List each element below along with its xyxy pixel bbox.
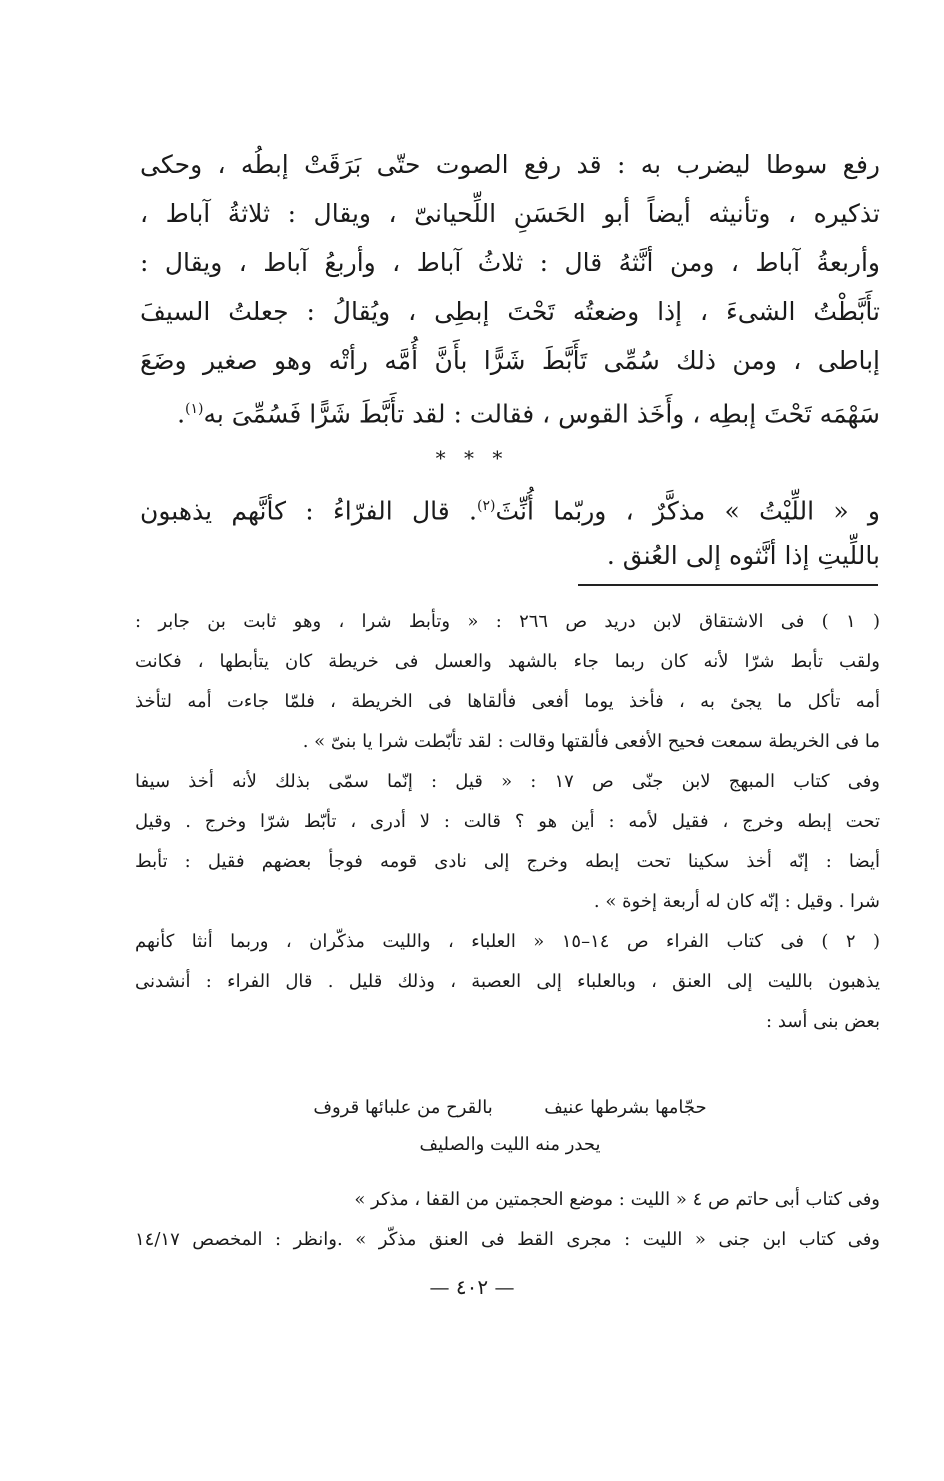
main-text-line: وأربعةُ آباط ، ومن أنَّثهُ قال : ثلاثُ آباط ، وأربعُ آباط ، ويقال : [140, 248, 880, 277]
footnote-line: وفى كتاب المبهج لابن جنّى ص ١٧ : « قيل : إنّما سمّى بذلك لأنه أخذ سيفا [135, 771, 880, 792]
main-text-line: تذكيره ، وتأنيثه أيضاً أبو الحَسَنِ اللِّحيانىّ ، ويقال : ثلاثةُ آباط ، [140, 199, 880, 228]
section2-line [140, 482, 880, 531]
section2-line-start: و « اللِّيْتُ » مذكَّرٌ ، وربّما أُنِّثَ [495, 496, 880, 526]
main-text-end-dot: . [177, 399, 186, 429]
main-text-line-text: سَهْمَه تَحْتَ إبطِه ، وأَخَذ القوس ، فقالت : لقد تأَبَّطَ شَرًّا فَسُمِّىَ به [203, 399, 880, 429]
main-text-line-last [140, 385, 880, 434]
footnote-line: ولقب تأبط شرّا لأنه كان ربما جاء بالشهد والعسل فى خريطة كان يتأبطها ، فكانت [135, 651, 880, 672]
main-text-line: رفع سوطا ليضرب به : قد رفع الصوت حتّى بَرَقَتْ إبطُه ، وحكى [140, 150, 880, 179]
footnotes-block [135, 602, 880, 1042]
section2-line-rest: . قال الفرّاءُ : كأنَّهم يذهبون [140, 496, 477, 526]
footnote-line: شرا . وقيل : إنّه كان له أربعة إخوة » . [593, 891, 880, 912]
footnote-marker-2: (٢) [476, 498, 496, 514]
page-number: — ٤٠٢ — [429, 1275, 515, 1299]
verse-line-1 [140, 1097, 880, 1118]
section2-line: باللِّيتِ إذا أنَّثوه إلى العُنق . [606, 541, 880, 570]
section-separator-stars: * * * [435, 446, 509, 470]
footnote-separator-rule [578, 584, 878, 586]
footnote-line: أمه تأكل ما يجئ به ، فأخذ يوما أفعى فألقاها فى الخريطة ، فلمّا جاءت أمه لتأخذ [135, 691, 880, 712]
footnote-line: أيضا : إنّه أخذ سكينا تحت إبطه وخرج إلى نادى قومه فوجأ بعضهم فقيل : تأبط [135, 851, 880, 872]
footnote-line: ما فى الخريطة سمعت فحيح الأفعى فألقتها وقالت : لقد تأبّطت شرا يا بنىّ » . [302, 731, 880, 752]
verse-hemistich-left: بالقرح من علبائها قروف [313, 1097, 493, 1118]
verse-hemistich-right: حجّامها بشرطها عنيف [544, 1097, 707, 1118]
footnote-marker-1: (١) [185, 401, 204, 417]
section2-block [140, 482, 880, 580]
footnote-line: وفى كتاب ابن جنى « الليت : مجرى القط فى العنق مذكّر » .وانظر : المخصص ١٤/١٧ [135, 1229, 880, 1250]
footnote-line: بعض بنى أسد : [766, 1011, 880, 1032]
footnote-line: يذهبون بالليت إلى العنق ، وبالعلباء إلى العصبة ، وذلك قليل . قال الفراء : أنشدنى [135, 971, 880, 992]
verse-line-2: يحدر منه الليت والصليف [419, 1134, 601, 1155]
main-text-block [140, 140, 880, 434]
footnotes-bottom-block [135, 1180, 880, 1260]
main-text-line: تأَبَّطْتُ الشىءَ ، إذا وضعتُه تَحْتَ إبطِى ، ويُقالُ : جعلتُ السيفَ [140, 297, 880, 326]
footnote-line: تحت إبطه وخرج ، فقيل لأمه : أين هو ؟ قالت : لا أدرى ، تأبّط شرّا وخرج . وقيل [135, 811, 880, 832]
footnote-line: ( ١ ) فى الاشتقاق لابن دريد ص ٢٦٦ : « وتأبط شرا ، وهو ثابت بن جابر : [135, 611, 880, 632]
footnote-line: وفى كتاب أبى حاتم ص ٤ « الليت : موضع الحجمتين من القفا ، مذكر » [354, 1189, 880, 1210]
footnote-line: ( ٢ ) فى كتاب الفراء ص ١٤–١٥ « العلباء ، والليت مذكّران ، وربما أنثا كأنهم [135, 931, 880, 952]
main-text-line: إباطى ، ومن ذلك سُمِّى تَأَبَّطَ شَرًّا بأَنَّ أُمَّه رأتْه وهو صغير وضَعَ [140, 346, 880, 375]
